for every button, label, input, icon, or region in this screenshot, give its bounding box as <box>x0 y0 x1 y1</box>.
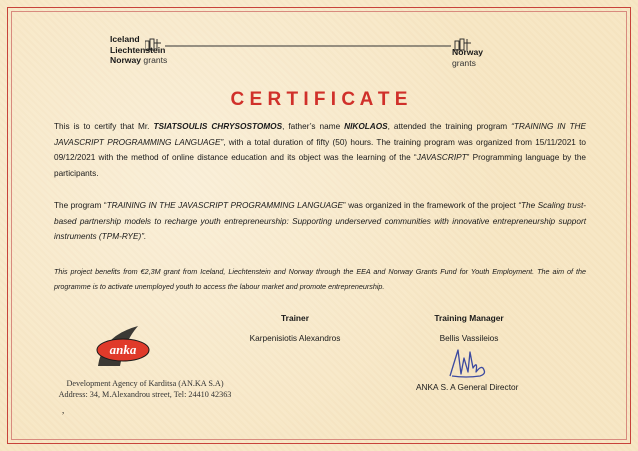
certificate-title: C E R T I F I C A T E <box>230 89 408 110</box>
manager-signature <box>446 346 490 382</box>
logo-right-line2: grants <box>452 57 476 68</box>
logo-line2: Liechtenstein <box>110 44 166 55</box>
program-name: “TRAINING IN THE JAVASCRIPT PROGRAMMING LANGUAGE” <box>54 122 586 147</box>
logo-line1: Iceland <box>110 34 140 44</box>
anka-logo <box>94 322 152 372</box>
trainer-title: Trainer <box>281 313 309 323</box>
father-name: NIKOLAOS <box>344 122 388 131</box>
agency-name: Development Agency of Karditsa (AN.KA S.A) <box>66 379 224 388</box>
grants-flag-line <box>145 38 475 54</box>
manager-name: Bellis Vassileios <box>439 333 499 343</box>
iceland-liechtenstein-norway-grants-logo <box>110 34 167 66</box>
general-director-label: ANKA S. A General Director <box>416 382 519 392</box>
logo-right-line1: Norway <box>452 47 484 57</box>
agency-address <box>40 378 250 400</box>
agency-address-line: Address: 34, M.Alexandrou street, Tel: 24410 42363 <box>58 390 232 399</box>
trainer-name: Karpenisiotis Alexandros <box>249 333 341 343</box>
logo-line3: Norway grants <box>110 55 168 65</box>
project-name: “The Scaling trust-based partnership models to recharge youth entrepreneurship: Supporting underserved communities with innovative entrepreneurship support instruments (TPM-RYE)”. <box>54 201 586 241</box>
participant-name: TSIATSOULIS CHRYSOSTOMOS <box>153 122 283 131</box>
manager-title: Training Manager <box>434 313 504 323</box>
svg-text:anka: anka <box>109 342 137 357</box>
program-framework-paragraph: The program “TRAINING IN THE JAVASCRIPT PROGRAMMING LANGUAGE” was organized in the framework of the project “The Scaling trust-based partnership models to recharge youth entrepreneurship: Supporting underserved communities with innovative entrepreneurship support instruments (TPM-RYE)”. <box>54 201 586 241</box>
funding-note: This project benefits from €2,3M grant from Iceland, Liechtenstein and Norway through the EEA and Norway Grants Fund for Youth Employment. The aim of the programme is to activate unemployed youth to access the labour market and promote entrepreneurship. <box>54 267 586 291</box>
certification-paragraph: This is to certify that Mr. TSIATSOULIS CHRYSOSTOMOS, father’s name NIKOLAOS, attended the training program “TRAINING IN THE JAVASCRIPT PROGRAMMING LANGUAGE”, with a total duration of fifty (50) hours. The training program was organized from 15/11/2021 to 09/12/2021 with the method of online distance education and its object was the learning of the “JAVASCRIPT” Programming language by the participants. <box>54 122 586 178</box>
norway-grants-logo <box>452 47 483 68</box>
stray-mark: , <box>62 405 65 415</box>
